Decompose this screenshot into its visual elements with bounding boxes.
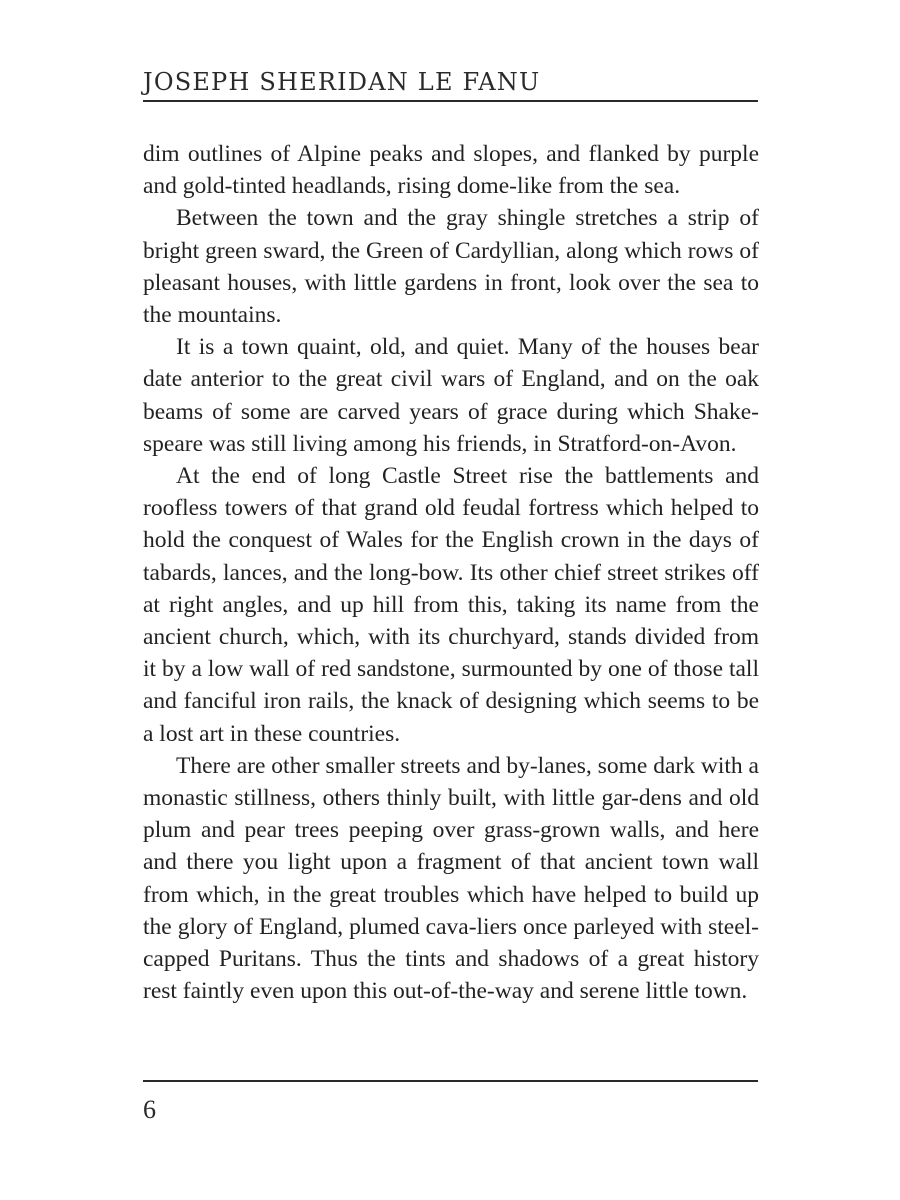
footer-rule bbox=[143, 1080, 758, 1082]
body-text bbox=[143, 138, 759, 1007]
header-rule bbox=[143, 100, 758, 102]
running-head: JOSEPH SHERIDAN LE FANU bbox=[143, 68, 541, 96]
paragraph: There are other smaller streets and by-lanes, some dark with a monastic stillness, others thinly built, with little gar-dens and old plum and pear trees peeping over grass-grown walls, and here and there you light upon a fragment of that ancient town wall from which, in the great troubles which have helped to build up the glory of England, plumed cava-liers once parleyed with steel-capped Puritans. Thus the tints and shadows of a great history rest faintly even upon this out-of-the-way and serene little town. bbox=[143, 752, 759, 1005]
paragraph: It is a town quaint, old, and quiet. Many of the houses bear date anterior to the great civil wars of England, and on the oak beams of some are carved years of grace during which Shake-speare was still living among his friends, in Stratford-on-Avon. bbox=[143, 334, 759, 457]
page-number: 6 bbox=[143, 1095, 156, 1124]
paragraph: Between the town and the gray shingle stretches a strip of bright green sward, the Green of Cardyllian, along which rows of pleasant houses, with little gardens in front, look over the sea to the mountains. bbox=[143, 205, 759, 329]
paragraph-continued: dim outlines of Alpine peaks and slopes, and flanked by purple and gold-tinted headlands, rising dome-like from the sea. bbox=[143, 141, 759, 200]
paragraph: At the end of long Castle Street rise the battlements and roofless towers of that grand old feudal fortress which helped to hold the conquest of Wales for the English crown in the days of tabards, lances, and the long-bow. Its other chief street strikes off at right angles, and up hill from this, taking its name from the ancient church, which, with its churchyard, stands divided from it by a low wall of red sandstone, surmounted by one of those tall and fanciful iron rails, the knack of designing which seems to be a lost art in these countries. bbox=[143, 463, 759, 747]
